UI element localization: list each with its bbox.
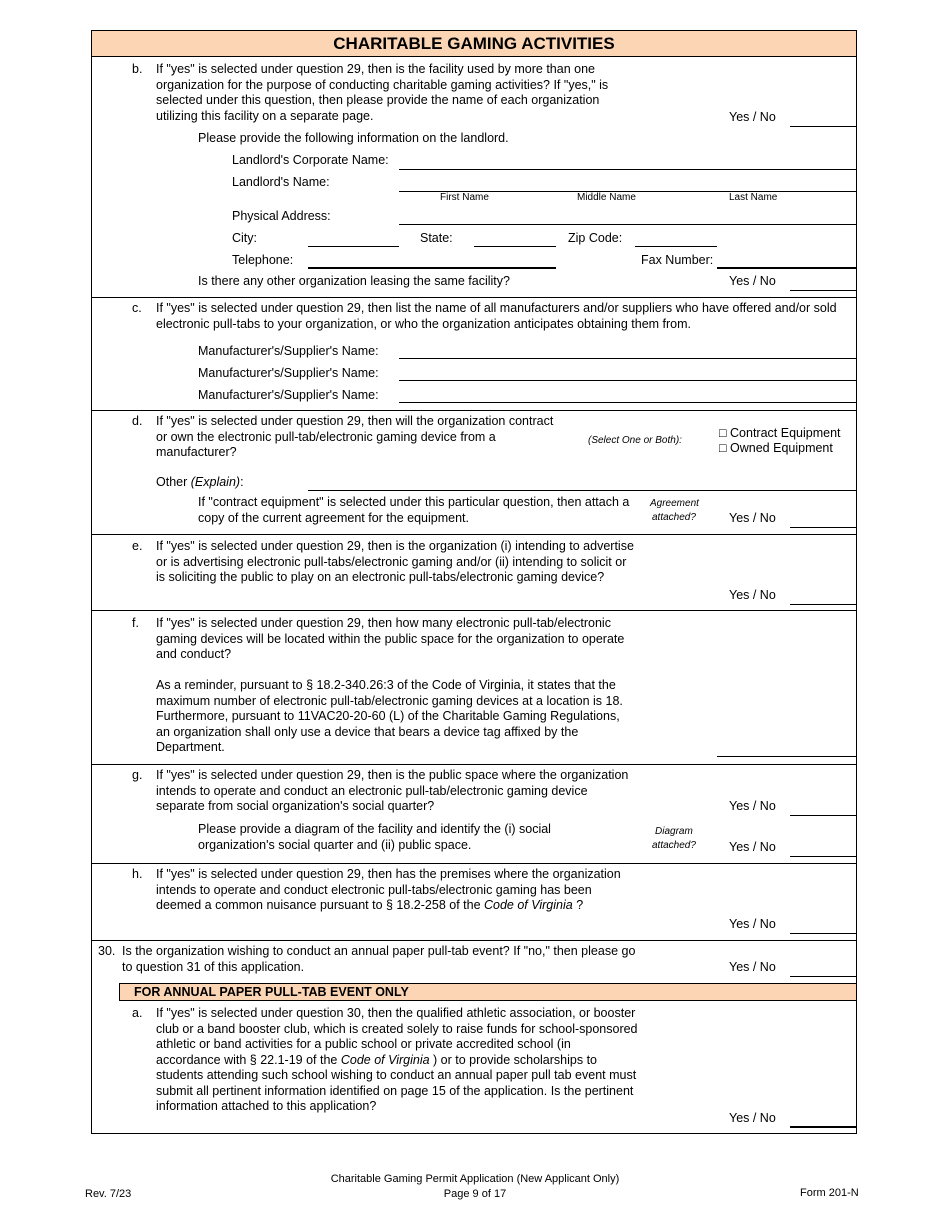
question-f-text: If "yes" is selected under question 29, then how many electronic pull-tab/electronic gaming devices will be located within the public space for the organization to operate and conduct? — [156, 616, 625, 661]
question-30-number: 30. — [98, 944, 116, 958]
item-letter-g: g. — [132, 768, 143, 782]
contract-equipment-checkbox[interactable]: □ Contract Equipment — [719, 426, 841, 440]
state-field[interactable] — [474, 246, 556, 247]
city-label: City: — [232, 231, 257, 245]
section-title: CHARITABLE GAMING ACTIVITIES — [91, 30, 857, 57]
last-name-caption: Last Name — [729, 192, 778, 203]
yes-no-g2: Yes / No — [729, 840, 776, 854]
divider — [91, 940, 857, 941]
item-letter-b: b. — [132, 62, 143, 76]
fax-label: Fax Number: — [641, 253, 714, 267]
other-colon: : — [240, 475, 244, 489]
answer-line-h[interactable] — [790, 933, 857, 934]
agreement-caption-1: Agreement — [650, 498, 699, 509]
yes-no-b: Yes / No — [729, 110, 776, 124]
question-30-text: Is the organization wishing to conduct an annual paper pull-tab event? If "no," then please go to question 31 of this application. — [122, 944, 636, 974]
yes-no-e: Yes / No — [729, 588, 776, 602]
yes-no-30: Yes / No — [729, 960, 776, 974]
reminder-text: As a reminder, pursuant to § 18.2-340.26:3 of the Code of Virginia, it states that the maximum number of electronic pull-tab/electronic gaming devices at a location is 18. Furthermore, pursuant to 11VAC20-20-60 (L) of the Charitable Gaming Regulations, an organization shall only use a device that bears a device tag affixed by the Department. — [156, 678, 623, 754]
landlord-corp-name-field[interactable] — [399, 169, 857, 170]
item-letter-h: h. — [132, 867, 143, 881]
landlord-corp-name-label: Landlord's Corporate Name: — [232, 153, 389, 167]
yes-no-g: Yes / No — [729, 799, 776, 813]
question-d-text: If "yes" is selected under question 29, then will the organization contract or own the electronic pull-tab/electronic gaming device from a manufacturer? — [156, 414, 554, 459]
answer-line-b2[interactable] — [790, 290, 857, 291]
question-h-text: If "yes" is selected under question 29, then has the premises where the organization intends to operate and conduct electronic pull-tabs/electronic gaming has been deemed a common nuisance pursuant to § 18.2-258 of the Code of Virginia ? — [156, 867, 621, 912]
annual-event-heading: FOR ANNUAL PAPER PULL-TAB EVENT ONLY — [119, 983, 857, 1001]
other-explain-label — [156, 475, 244, 491]
answer-line-30[interactable] — [790, 976, 857, 977]
select-hint: (Select One or Both): — [588, 435, 682, 446]
divider — [91, 863, 857, 864]
owned-equipment-checkbox[interactable]: □ Owned Equipment — [719, 441, 833, 455]
divider — [91, 297, 857, 298]
telephone-field[interactable] — [308, 267, 556, 269]
answer-line-g[interactable] — [790, 815, 857, 816]
divider — [91, 410, 857, 411]
divider — [91, 764, 857, 765]
agreement-caption-2: attached? — [652, 512, 696, 523]
diagram-caption-2: attached? — [652, 840, 696, 851]
item-letter-d: d. — [132, 414, 143, 428]
explain-label: (Explain) — [190, 475, 241, 489]
footer-app-title: Charitable Gaming Permit Application (New Applicant Only) — [330, 1173, 620, 1185]
answer-line-a[interactable] — [790, 1126, 857, 1128]
other-label: Other — [156, 475, 188, 489]
yes-no-a: Yes / No — [729, 1111, 776, 1125]
supplier-label-1: Manufacturer's/Supplier's Name: — [198, 344, 379, 358]
supplier-label-2: Manufacturer's/Supplier's Name: — [198, 366, 379, 380]
landlord-intro: Please provide the following information on the landlord. — [198, 131, 509, 145]
footer-page-number: Page 9 of 17 — [443, 1188, 507, 1200]
landlord-name-label: Landlord's Name: — [232, 175, 330, 189]
supplier-field-1[interactable] — [399, 358, 857, 359]
supplier-field-2[interactable] — [399, 380, 857, 381]
supplier-label-3: Manufacturer's/Supplier's Name: — [198, 388, 379, 402]
first-name-caption: First Name — [440, 192, 489, 203]
question-b-text: If "yes" is selected under question 29, then is the facility used by more than one organization for the purpose of conducting charitable gaming activities? If "yes," is selected under this question, then please provide the name of each organization utilizing this facility on a separate page. — [156, 62, 609, 123]
diagram-text: Please provide a diagram of the facility and identify the (i) social organization's social quarter and (ii) public space. — [198, 822, 551, 852]
divider — [91, 610, 857, 611]
item-letter-a: a. — [132, 1006, 143, 1020]
question-a-text: If "yes" is selected under question 30, then the qualified athletic association, or booster club or a band booster club, which is created solely to raise funds for school-sponsored athletic or band activities for a public school or private accredited school (in accordance with § 22.1-19 of the Code of Virginia ) or to provide scholarships to students attending such school wishing to conduct an annual paper pull tab event must submit all pertinent information identified on page 15 of the application. Is the pertinent information attached to this application? — [156, 1006, 638, 1113]
fax-field[interactable] — [717, 267, 857, 269]
telephone-label: Telephone: — [232, 253, 294, 267]
answer-line-g2[interactable] — [790, 856, 857, 857]
state-label: State: — [420, 231, 453, 245]
answer-line-b[interactable] — [790, 126, 857, 127]
diagram-caption-1: Diagram — [655, 826, 693, 837]
question-e-text: If "yes" is selected under question 29, then is the organization (i) intending to advertise or is advertising electronic pull-tabs/electronic gaming and/or (ii) intending to solicit or is soliciting the public to play on an electronic pull-tabs/electronic gaming device? — [156, 539, 634, 584]
item-letter-e: e. — [132, 539, 143, 553]
middle-name-caption: Middle Name — [577, 192, 636, 203]
question-g-text: If "yes" is selected under question 29, then is the public space where the organization intends to operate and conduct an electronic pull-tab/electronic gaming device separate from social organization's social quarter? — [156, 768, 629, 813]
footer-revision: Rev. 7/23 — [85, 1188, 132, 1200]
footer-form-number: Form 201-N — [800, 1187, 859, 1199]
contract-equipment-text: If "contract equipment" is selected under this particular question, then attach a copy of the current agreement for the equipment. — [198, 495, 630, 525]
other-explain-field[interactable] — [308, 490, 857, 491]
zip-label: Zip Code: — [568, 231, 623, 245]
city-field[interactable] — [308, 246, 399, 247]
answer-line-e[interactable] — [790, 604, 857, 605]
item-letter-f: f. — [132, 616, 139, 630]
supplier-field-3[interactable] — [399, 402, 857, 403]
answer-line-d[interactable] — [790, 527, 857, 528]
yes-no-h: Yes / No — [729, 917, 776, 931]
yes-no-d: Yes / No — [729, 511, 776, 525]
zip-field[interactable] — [635, 246, 717, 247]
physical-address-label: Physical Address: — [232, 209, 331, 223]
question-c-text: If "yes" is selected under question 29, then list the name of all manufacturers and/or suppliers who have offered and/or sold electronic pull-tabs to your organization, or who the organization anticipates obtaining them from. — [156, 301, 837, 331]
physical-address-field[interactable] — [399, 224, 857, 225]
divider — [91, 534, 857, 535]
item-letter-c: c. — [132, 301, 142, 315]
device-count-field[interactable] — [717, 756, 857, 757]
other-org-question: Is there any other organization leasing the same facility? — [198, 274, 510, 288]
yes-no-b2: Yes / No — [729, 274, 776, 288]
